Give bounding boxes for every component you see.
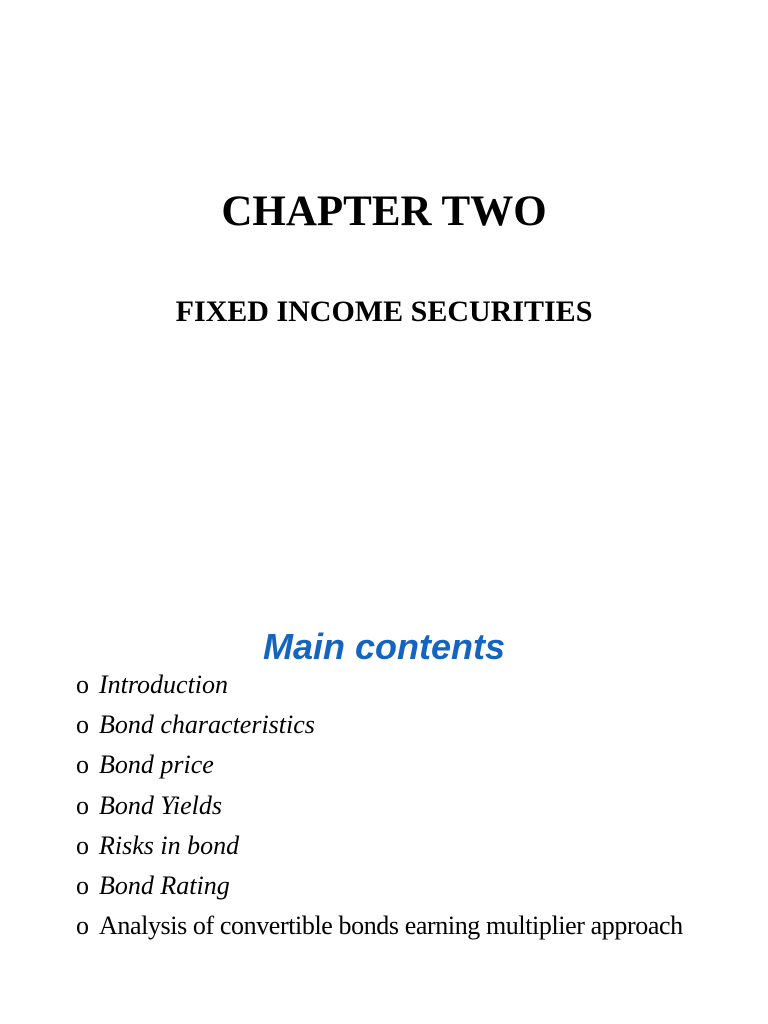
list-item-label: Bond Rating [99, 870, 230, 900]
list-item-label: Risks in bond [99, 830, 240, 860]
list-item [76, 909, 716, 943]
list-item [76, 869, 716, 909]
bullet-icon: o [76, 750, 89, 780]
bullet-icon: o [76, 790, 89, 820]
list-item [76, 708, 716, 748]
list-item-label: Bond characteristics [99, 710, 315, 740]
bullet-icon: o [76, 670, 89, 699]
bullet-icon: o [76, 830, 89, 860]
list-item [76, 748, 716, 788]
list-item-label: Bond Yields [99, 790, 223, 820]
chapter-title: CHAPTER TWO [221, 188, 547, 235]
section-heading: Main contents [262, 626, 505, 667]
bullet-icon: o [76, 911, 89, 941]
bullet-icon: o [76, 710, 89, 740]
list-item [76, 668, 716, 708]
list-item-label: Bond price [99, 750, 214, 780]
chapter-subtitle: FIXED INCOME SECURITIES [175, 295, 593, 328]
list-item [76, 829, 716, 869]
bullet-icon: o [76, 870, 89, 900]
contents-list [76, 668, 716, 943]
list-item [76, 789, 716, 829]
list-item-label: Introduction [99, 670, 229, 699]
list-item-label: Analysis of convertible bonds earning multiplier approach [99, 911, 683, 941]
